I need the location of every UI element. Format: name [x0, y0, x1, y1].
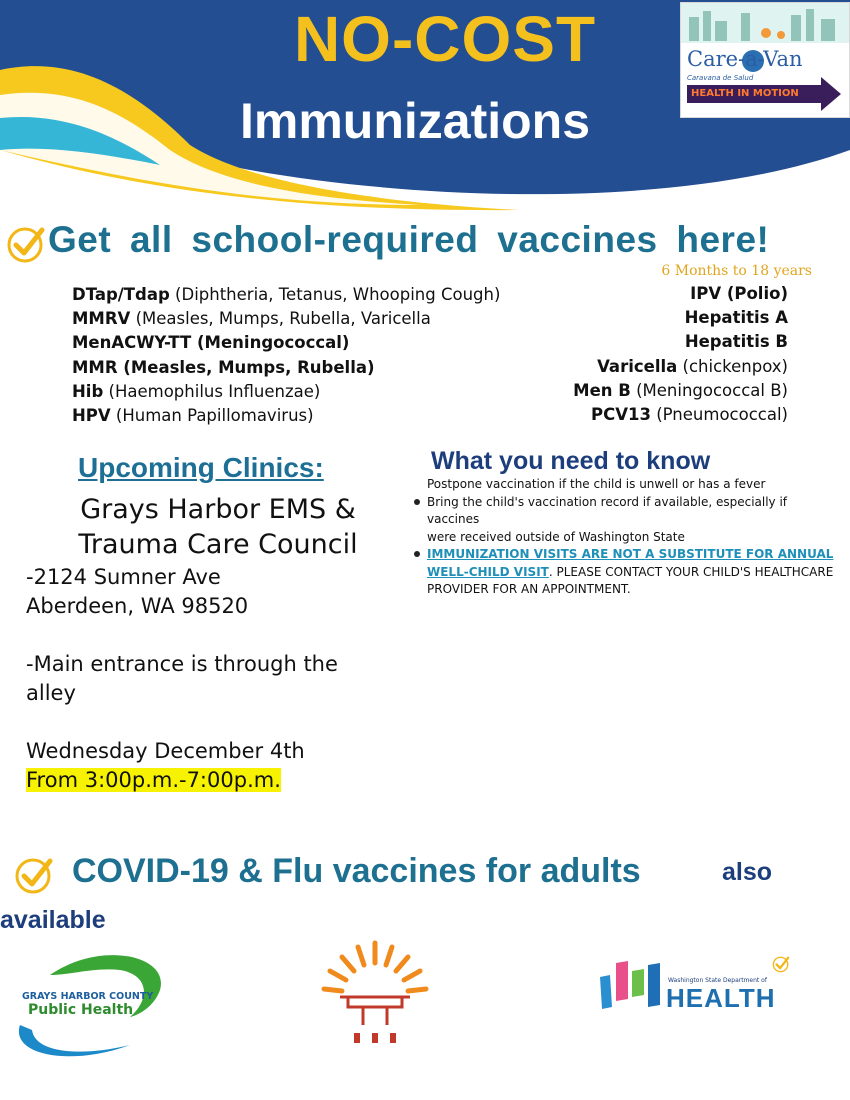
title-no-cost: NO-COST — [293, 3, 597, 75]
logo-tagline: HEALTH IN MOTION — [691, 88, 799, 99]
logo-tagline-small: Caravana de Salud — [687, 74, 754, 82]
title-immunizations: Immunizations — [240, 93, 591, 149]
also-text: also — [722, 858, 773, 886]
grays-harbor-public-health-logo — [10, 945, 170, 1070]
address-line-1: -2124 Sumner Ave — [26, 565, 221, 589]
vaccine-item: IPV (Polio) — [690, 284, 788, 303]
checkmark-icon — [772, 955, 790, 973]
wa-health-text: HEALTH — [666, 983, 776, 1013]
vaccine-item: DTap/Tdap (Diphtheria, Tetanus, Whooping Cough) — [72, 285, 501, 304]
org-line-1: Grays Harbor EMS & — [80, 494, 356, 525]
vaccine-list-left — [72, 283, 500, 428]
logo-brand: Care-a-Van — [687, 47, 803, 71]
know-section — [412, 476, 837, 599]
vaccine-item: HPV (Human Papillomavirus) — [72, 406, 314, 426]
vaccine-list-right — [573, 282, 788, 427]
vaccine-item: Hepatitis A — [684, 308, 788, 328]
vaccine-item: MMR (Measles, Mumps, Rubella) — [72, 357, 375, 377]
know-line: were received outside of Washington State — [427, 529, 685, 544]
checkmark-icon — [6, 224, 46, 264]
wa-small-text: Washington State Department of — [668, 977, 767, 984]
ghc-line-1: GRAYS HARBOR COUNTY — [22, 991, 154, 1002]
address-line-2: Aberdeen, WA 98520 — [26, 594, 249, 618]
know-line: Postpone vaccination if the child is unwell or has a fever — [427, 477, 766, 491]
entrance-line-1: -Main entrance is through the — [26, 652, 338, 676]
ghc-line-2: Public Health — [28, 1002, 134, 1018]
well-child-visit-link[interactable]: IMMUNIZATION VISITS ARE NOT A SUBSTITUTE FOR ANNUAL WELL-CHILD VISIT — [427, 547, 834, 579]
know-bullet: Bring the child's vaccination record if available, especially if vaccines — [412, 494, 837, 529]
sunburst-logo — [318, 935, 433, 1055]
vaccine-item: Hepatitis B — [684, 332, 788, 352]
know-bullet: IMMUNIZATION VISITS ARE NOT A SUBSTITUTE FOR ANNUAL WELL-CHILD VISIT. PLEASE CONTACT YOUR CHILD'S HEALTHCARE PROVIDER FOR AN APPOINTMENT. — [412, 546, 837, 599]
available-text: available — [0, 906, 106, 934]
wa-health-logo — [598, 955, 798, 1025]
vaccine-item: MenACWY-TT (Meningococcal) — [72, 333, 350, 353]
headline: Get all school-required vaccines here! — [48, 219, 770, 260]
checkmark-icon — [14, 855, 54, 895]
vaccine-item: Varicella (chickenpox) — [597, 356, 788, 376]
know-heading: What you need to know — [431, 447, 711, 475]
clinics-heading: Upcoming Clinics: — [78, 452, 324, 483]
vaccine-item: Hib (Haemophilus Influenzae) — [72, 381, 321, 401]
clinic-date: Wednesday December 4th — [26, 739, 305, 763]
clinic-organization — [28, 492, 408, 562]
clinic-details — [26, 563, 338, 795]
age-range: 6 Months to 18 years — [661, 263, 812, 279]
org-line-2: Trauma Care Council — [78, 529, 358, 560]
covid-flu-text: COVID-19 & Flu vaccines for adults — [72, 852, 641, 890]
wa-health-mark — [598, 955, 668, 1015]
vaccine-item: MMRV (Measles, Mumps, Rubella, Varicella — [72, 309, 431, 329]
vaccine-item: Men B (Meningococcal B) — [573, 380, 788, 400]
care-a-van-logo — [680, 2, 850, 118]
entrance-line-2: alley — [26, 681, 76, 705]
vaccine-item: PCV13 (Pneumococcal) — [591, 405, 788, 425]
clinic-time: From 3:00p.m.-7:00p.m. — [26, 768, 281, 792]
